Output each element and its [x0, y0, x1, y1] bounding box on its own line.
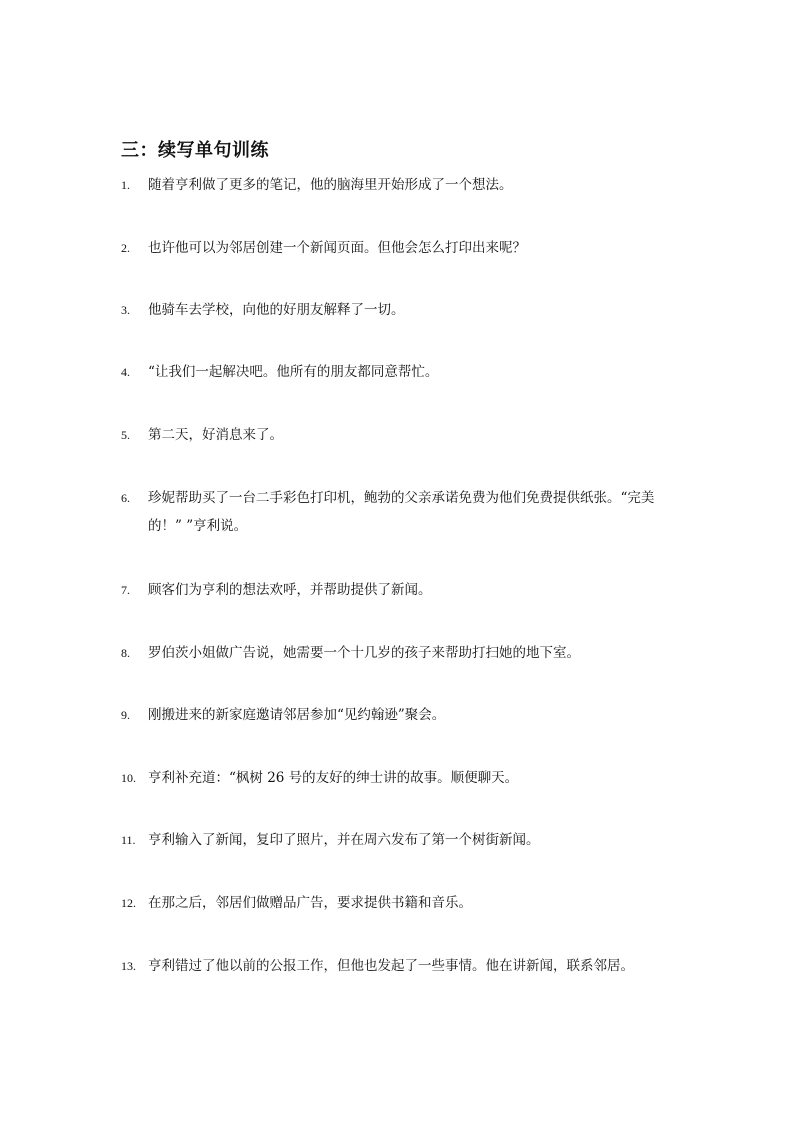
item-number: 7. — [121, 583, 130, 597]
item-text: 顾客们为亨利的想法欢呼，并帮助提供了新闻。 — [148, 582, 432, 598]
item-text: 第二天，好消息来了。 — [148, 427, 283, 443]
list-item — [121, 952, 681, 980]
section-title: 三：续写单句训练 — [121, 140, 269, 161]
item-number: 5. — [121, 428, 130, 442]
list-item — [121, 484, 681, 540]
item-text: 他骑车去学校，向他的好朋友解释了一切。 — [148, 302, 405, 318]
list-item — [121, 889, 681, 917]
list-item — [121, 576, 681, 604]
item-text: 罗伯茨小姐做广告说，她需要一个十几岁的孩子来帮助打扫她的地下室。 — [148, 645, 580, 661]
list-item — [121, 639, 681, 667]
item-text: 珍妮帮助买了一台二手彩色打印机，鲍勃的父亲承诺免费为他们免费提供纸张。“完美的！” ”亨利说。 — [148, 490, 655, 534]
item-text: 也许他可以为邻居创建一个新闻页面。但他会怎么打印出来呢？ — [148, 240, 526, 256]
list-item — [121, 826, 681, 854]
item-number: 4. — [121, 365, 130, 379]
item-number: 12. — [121, 896, 136, 910]
item-number: 2. — [121, 241, 130, 255]
item-text: 亨利补充道：“枫树 26 号的友好的绅士讲的故事。顺便聊天。 — [148, 770, 519, 786]
list-item — [121, 358, 681, 386]
list-item — [121, 171, 681, 199]
item-number: 1. — [121, 178, 130, 192]
list-item — [121, 701, 681, 729]
item-text: 亨利错过了他以前的公报工作，但他也发起了一些事情。他在讲新闻，联系邻居。 — [148, 958, 634, 974]
list-item — [121, 234, 681, 262]
list-item — [121, 421, 681, 449]
item-text: 在那之后，邻居们做赠品广告，要求提供书籍和音乐。 — [148, 895, 472, 911]
item-text: 随着亨利做了更多的笔记，他的脑海里开始形成了一个想法。 — [148, 177, 513, 193]
list-item — [121, 764, 681, 792]
item-number: 10. — [121, 771, 136, 785]
item-text: 亨利输入了新闻，复印了照片，并在周六发布了第一个树街新闻。 — [148, 832, 540, 848]
item-number: 13. — [121, 959, 136, 973]
item-number: 9. — [121, 708, 130, 722]
item-number: 11. — [121, 833, 136, 847]
list-item — [121, 296, 681, 324]
item-number: 8. — [121, 646, 130, 660]
item-number: 3. — [121, 303, 130, 317]
item-text: “让我们一起解决吧。他所有的朋友都同意帮忙。 — [148, 364, 439, 380]
item-text: 刚搬进来的新家庭邀请邻居参加“见约翰逊”聚会。 — [148, 707, 446, 723]
item-number: 6. — [121, 491, 130, 505]
